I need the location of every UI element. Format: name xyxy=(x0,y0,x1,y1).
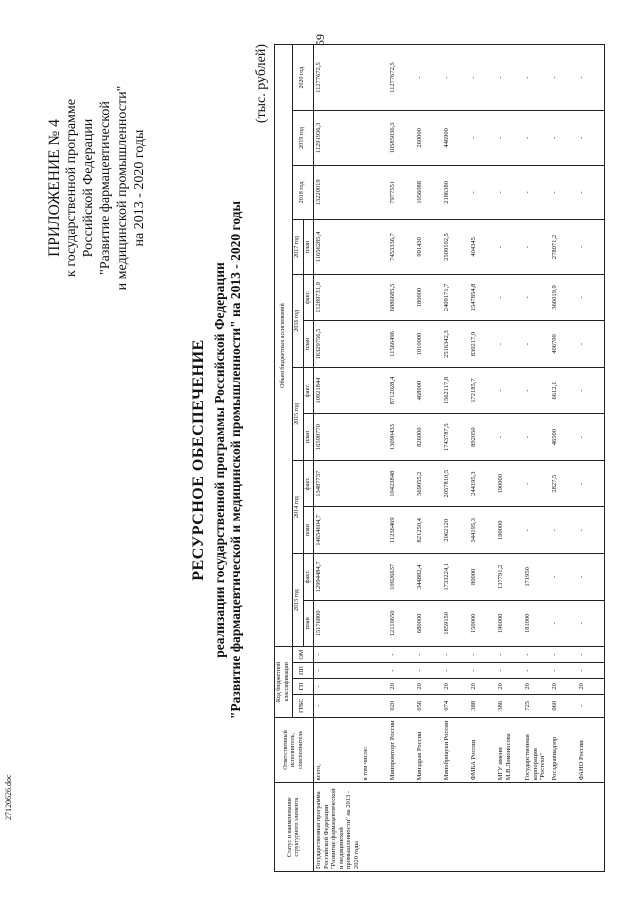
cell-f2015: - xyxy=(523,367,550,414)
cell-f2014: 244195,3 xyxy=(469,460,496,507)
cell-executor: Государственная корпорация "Ростехн" xyxy=(523,717,550,783)
appendix-title: ПРИЛОЖЕНИЕ № 4 xyxy=(46,119,63,257)
cell-pp: - xyxy=(314,663,362,679)
cell-p2017: - xyxy=(577,220,605,275)
table-body xyxy=(314,45,605,872)
year-2015-header: 2015 год xyxy=(293,367,304,460)
plan-header: план xyxy=(303,600,314,647)
cell-om: - xyxy=(415,647,442,663)
cell-f2013: 10926637 xyxy=(388,554,415,601)
cell-v2020 xyxy=(361,45,388,111)
cell-grbs: - xyxy=(577,694,605,717)
cell-p2015: 1743787,5 xyxy=(442,414,469,461)
cell-gp: 20 xyxy=(577,678,605,694)
cell-v2019: 10585036,3 xyxy=(388,111,415,166)
cell-gp xyxy=(361,678,388,694)
col-om-header: ОМ xyxy=(293,647,314,663)
appendix-line: "Развитие фармацевтической xyxy=(98,101,113,275)
plan-header: план xyxy=(303,321,314,368)
cell-v2018: - xyxy=(469,165,496,220)
col-grbs-header: ГРБС xyxy=(293,694,314,717)
cell-v2018: 13220019 xyxy=(314,165,362,220)
cell-om: - xyxy=(523,647,550,663)
cell-om: - xyxy=(496,647,523,663)
cell-f2016: - xyxy=(496,274,523,321)
cell-p2013: 196000 xyxy=(496,600,523,647)
year-2017-header: 2017 год xyxy=(293,220,304,275)
cell-p2015: 46500 xyxy=(550,414,577,461)
cell-v2018: - xyxy=(577,165,605,220)
year-2020-header: 2020 год xyxy=(293,45,314,111)
cell-v2018: - xyxy=(550,165,577,220)
cell-executor: Росздравнадзор xyxy=(550,717,577,783)
volume-header: Объем бюджетных ассигнований xyxy=(275,45,293,647)
cell-gp: 20 xyxy=(496,678,523,694)
cell-f2014: 13487737 xyxy=(314,460,362,507)
cell-f2015: 6612,1 xyxy=(550,367,577,414)
cell-p2016: 2516342,3 xyxy=(442,321,469,368)
cell-grbs xyxy=(361,694,388,717)
cell-p2014: 344195,3 xyxy=(469,507,496,554)
cell-p2017: 404345 xyxy=(469,220,496,275)
cell-f2015: 10921844 xyxy=(314,367,362,414)
plan-header: план xyxy=(303,414,314,461)
appendix-line: к государственной программе xyxy=(64,99,79,277)
cell-f2013: - xyxy=(550,554,577,601)
cell-pp: - xyxy=(415,663,442,679)
cell-f2016: 180000 xyxy=(415,274,442,321)
cell-p2013: 150000 xyxy=(469,600,496,647)
cell-gp: 20 xyxy=(523,678,550,694)
cell-status: Государственная программа Российской Федерации "Развитие фармацевтической и медицинской промышленности" на 2013 - 2020 годы xyxy=(314,783,362,872)
cell-p2013: 12110650 xyxy=(388,600,415,647)
cell-f2013: 80000 xyxy=(469,554,496,601)
cell-f2013: 171950 xyxy=(523,554,550,601)
cell-p2013: 181000 xyxy=(523,600,550,647)
cell-gp: 20 xyxy=(469,678,496,694)
table-row xyxy=(550,45,577,872)
cell-v2020: - xyxy=(469,45,496,111)
cell-f2013: 137791,2 xyxy=(496,554,523,601)
table-row xyxy=(388,45,415,872)
plan-header: план xyxy=(303,220,314,275)
col-pp-header: ПП xyxy=(293,663,314,679)
col-gp-header: ГП xyxy=(293,678,314,694)
cell-f2016: - xyxy=(523,274,550,321)
cell-p2015: 16598770 xyxy=(314,414,362,461)
cell-gp: 20 xyxy=(388,678,415,694)
cell-p2017: 11656285,4 xyxy=(314,220,362,275)
cell-v2020: - xyxy=(577,45,605,111)
cell-p2013: 15176800 xyxy=(314,600,362,647)
year-2019-header: 2019 год xyxy=(293,111,314,166)
cell-status xyxy=(577,783,605,872)
budget-code-header: Код бюджетной классификации xyxy=(275,647,293,717)
cell-executor: Минпромторг России xyxy=(388,717,415,783)
cell-f2016: 2409171,7 xyxy=(442,274,469,321)
cell-p2014: 11236469 xyxy=(388,507,415,554)
cell-om: - xyxy=(442,647,469,663)
rotated-page-content xyxy=(40,30,630,880)
cell-p2014: - xyxy=(523,507,550,554)
resource-table xyxy=(274,44,605,872)
cell-status xyxy=(523,783,550,872)
cell-v2018: 2186380 xyxy=(442,165,469,220)
cell-p2015: 826000 xyxy=(415,414,442,461)
cell-grbs: 074 xyxy=(442,694,469,717)
cell-v2020: - xyxy=(415,45,442,111)
cell-v2020: 11277672,5 xyxy=(388,45,415,111)
fact-header: факт. xyxy=(303,554,314,601)
cell-grbs: 388 xyxy=(469,694,496,717)
cell-p2014: 190000 xyxy=(496,507,523,554)
cell-p2016: 1010000 xyxy=(415,321,442,368)
cell-f2015: 468900 xyxy=(415,367,442,414)
cell-grbs: 060 xyxy=(550,694,577,717)
cell-pp: - xyxy=(442,663,469,679)
cell-grbs: 056 xyxy=(415,694,442,717)
fact-header: факт. xyxy=(303,274,314,321)
cell-pp: - xyxy=(388,663,415,679)
cell-om: - xyxy=(388,647,415,663)
cell-gp: 20 xyxy=(415,678,442,694)
cell-p2017: 278071,2 xyxy=(550,220,577,275)
year-2013-header: 2013 год xyxy=(293,554,304,647)
cell-v2019: - xyxy=(469,111,496,166)
cell-f2013: 344882,4 xyxy=(415,554,442,601)
cell-pp xyxy=(361,663,388,679)
cell-p2013 xyxy=(361,600,388,647)
cell-executor: Минобрнауки России xyxy=(442,717,469,783)
cell-grbs: 386 xyxy=(496,694,523,717)
cell-p2015: 892050 xyxy=(469,414,496,461)
cell-pp: - xyxy=(523,663,550,679)
cell-p2016: 16329756,5 xyxy=(314,321,362,368)
cell-p2016: - xyxy=(496,321,523,368)
cell-p2016: 830217,9 xyxy=(469,321,496,368)
cell-v2019: - xyxy=(550,111,577,166)
cell-p2013: - xyxy=(577,600,605,647)
cell-p2017: 991430 xyxy=(415,220,442,275)
cell-v2019: - xyxy=(523,111,550,166)
cell-f2014: 2057810,5 xyxy=(442,460,469,507)
cell-f2016: - xyxy=(577,274,605,321)
cell-p2015: - xyxy=(496,414,523,461)
cell-executor: МГУ имени М.В.Ломоносова xyxy=(496,717,523,783)
cell-v2019: - xyxy=(496,111,523,166)
cell-v2018 xyxy=(361,165,388,220)
cell-v2020: - xyxy=(496,45,523,111)
cell-pp: - xyxy=(469,663,496,679)
cell-f2016: 6886685,5 xyxy=(388,274,415,321)
cell-f2013: 12994484,7 xyxy=(314,554,362,601)
table-row xyxy=(415,45,442,872)
cell-p2013: 1859150 xyxy=(442,600,469,647)
cell-status xyxy=(361,783,388,872)
cell-v2018: - xyxy=(523,165,550,220)
cell-v2020: 11277672,5 xyxy=(314,45,362,111)
cell-status xyxy=(550,783,577,872)
cell-f2015: 172185,7 xyxy=(469,367,496,414)
cell-v2019: 260000 xyxy=(415,111,442,166)
cell-p2017: - xyxy=(523,220,550,275)
cell-p2013: 680000 xyxy=(415,600,442,647)
cell-f2014: - xyxy=(577,460,605,507)
cell-v2018: 7977551 xyxy=(388,165,415,220)
cell-p2016 xyxy=(361,321,388,368)
table-row xyxy=(577,45,605,872)
cell-v2019: 446900 xyxy=(442,111,469,166)
cell-p2014: - xyxy=(577,507,605,554)
cell-om: - xyxy=(577,647,605,663)
table-row xyxy=(314,45,362,872)
year-2016-header: 2016 год xyxy=(293,274,304,367)
cell-f2016: 366019,9 xyxy=(550,274,577,321)
cell-p2016: - xyxy=(577,321,605,368)
cell-executor: ФАНО России xyxy=(577,717,605,783)
cell-grbs: 020 xyxy=(388,694,415,717)
cell-p2014: 2062120 xyxy=(442,507,469,554)
plan-header: план xyxy=(303,507,314,554)
year-2014-header: 2014 год xyxy=(293,460,304,553)
cell-f2016: 1547854,8 xyxy=(469,274,496,321)
cell-f2014: 2827,5 xyxy=(550,460,577,507)
col-status-header: Статус и наименование структурного элемента xyxy=(275,783,314,872)
cell-f2014 xyxy=(361,460,388,507)
cell-p2014: - xyxy=(550,507,577,554)
cell-v2020: - xyxy=(550,45,577,111)
cell-f2013: - xyxy=(577,554,605,601)
cell-p2016: 406700 xyxy=(550,321,577,368)
cell-f2014: 10423848 xyxy=(388,460,415,507)
cell-v2019 xyxy=(361,111,388,166)
cell-p2014 xyxy=(361,507,388,554)
appendix-block xyxy=(46,38,148,338)
document-heading xyxy=(190,160,244,760)
cell-p2013: - xyxy=(550,600,577,647)
cell-p2014: 14654604,7 xyxy=(314,507,362,554)
table-row xyxy=(442,45,469,872)
cell-v2018: 1056088 xyxy=(415,165,442,220)
year-2018-header: 2018 год xyxy=(293,165,314,220)
cell-p2017: 7453336,7 xyxy=(388,220,415,275)
cell-status xyxy=(469,783,496,872)
cell-p2015 xyxy=(361,414,388,461)
cell-f2015: 1562117,8 xyxy=(442,367,469,414)
cell-v2020: - xyxy=(442,45,469,111)
cell-pp: - xyxy=(496,663,523,679)
cell-f2015: - xyxy=(577,367,605,414)
table-row xyxy=(469,45,496,872)
cell-gp: 20 xyxy=(550,678,577,694)
cell-p2014: 821250,4 xyxy=(415,507,442,554)
cell-pp: - xyxy=(577,663,605,679)
cell-p2016: 11566496 xyxy=(388,321,415,368)
cell-status xyxy=(388,783,415,872)
cell-executor: всего, xyxy=(314,717,362,783)
cell-status xyxy=(496,783,523,872)
cell-gp: 20 xyxy=(442,678,469,694)
cell-f2016: 11289731,9 xyxy=(314,274,362,321)
cell-om: - xyxy=(550,647,577,663)
table-row xyxy=(496,45,523,872)
cell-p2017 xyxy=(361,220,388,275)
heading-subtitle: реализации государственной программы Российской Федерации xyxy=(212,262,227,658)
cell-executor: ФМБА России xyxy=(469,717,496,783)
cell-p2017: 2509102,5 xyxy=(442,220,469,275)
cell-p2016: - xyxy=(523,321,550,368)
cell-f2015: 8712028,4 xyxy=(388,367,415,414)
cell-executor: Минздрав России xyxy=(415,717,442,783)
fact-header: факт. xyxy=(303,460,314,507)
cell-p2017: - xyxy=(496,220,523,275)
cell-v2020: - xyxy=(523,45,550,111)
table-row xyxy=(361,45,388,872)
heading-title: РЕСУРСНОЕ ОБЕСПЕЧЕНИЕ xyxy=(190,339,207,581)
cell-status xyxy=(442,783,469,872)
appendix-line: и медицинской промышленности" xyxy=(115,85,130,291)
col-executor-header: Ответственный исполнитель, соисполнитель xyxy=(275,717,314,783)
table-row xyxy=(523,45,550,872)
cell-f2014: - xyxy=(523,460,550,507)
cell-f2015: - xyxy=(496,367,523,414)
page-number: 59 xyxy=(312,34,327,46)
appendix-line: Российской Федерации xyxy=(81,118,96,258)
footer-filename: 27120626.doc xyxy=(4,774,13,820)
cell-v2019: 11291936,3 xyxy=(314,111,362,166)
cell-f2014: 569055,2 xyxy=(415,460,442,507)
cell-p2015: 13090433 xyxy=(388,414,415,461)
cell-f2015 xyxy=(361,367,388,414)
cell-p2015: - xyxy=(577,414,605,461)
cell-p2015: - xyxy=(523,414,550,461)
cell-status xyxy=(415,783,442,872)
heading-subtitle: "Развитие фармацевтической и медицинской промышленности" на 2013 - 2020 годы xyxy=(228,200,243,720)
cell-v2018: - xyxy=(496,165,523,220)
cell-f2016 xyxy=(361,274,388,321)
cell-grbs: - xyxy=(314,694,362,717)
cell-gp: - xyxy=(314,678,362,694)
cell-om xyxy=(361,647,388,663)
cell-f2014: 190000 xyxy=(496,460,523,507)
units-label: (тыс. рублей) xyxy=(254,44,269,124)
cell-grbs: 725 xyxy=(523,694,550,717)
cell-om: - xyxy=(469,647,496,663)
cell-f2013 xyxy=(361,554,388,601)
appendix-line: на 2013 - 2020 годы xyxy=(132,129,147,247)
cell-v2019: - xyxy=(577,111,605,166)
fact-header: факт. xyxy=(303,367,314,414)
cell-om: - xyxy=(314,647,362,663)
cell-pp: - xyxy=(550,663,577,679)
cell-f2013: 1733224,1 xyxy=(442,554,469,601)
cell-executor: в том числе: xyxy=(361,717,388,783)
